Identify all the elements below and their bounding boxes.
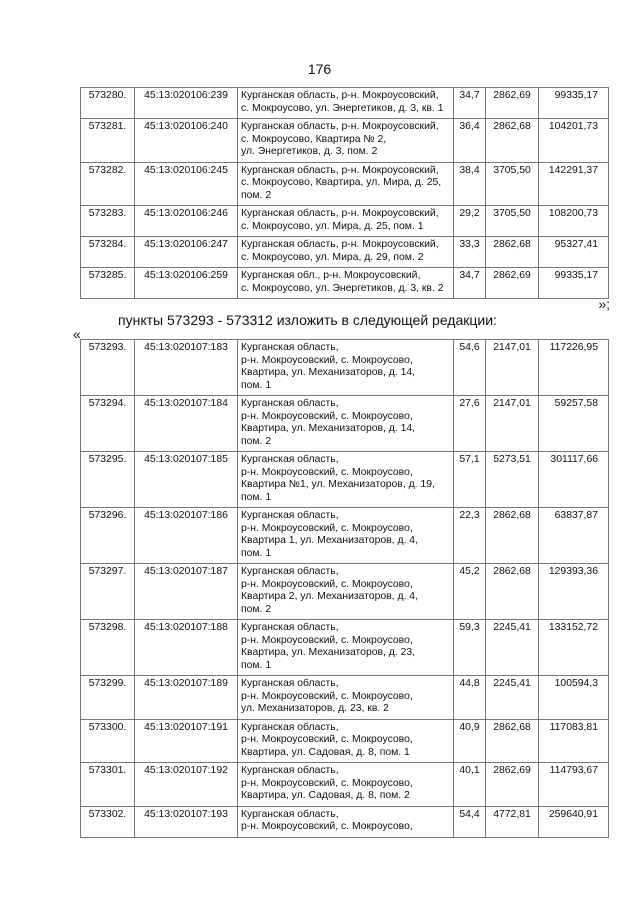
cadastral-value-cell: 259640,91 (539, 806, 609, 837)
table-row (81, 340, 609, 396)
address-cell: Курганская область, р-н. Мокроусовский, с. Мокроусово, Квартира, ул. Мира, д. 25, пом. 2 (238, 162, 454, 206)
area-cell: 54,4 (454, 806, 486, 837)
cadastral-number-cell: 45:13:020106:240 (135, 119, 238, 163)
row-number-cell: 573285. (81, 268, 135, 299)
row-number-cell: 573298. (81, 620, 135, 676)
unit-price-cell: 3705,50 (486, 162, 539, 206)
cadastral-value-cell: 114793,67 (539, 763, 609, 807)
unit-price-cell: 2245,41 (486, 676, 539, 720)
property-table-2 (80, 339, 609, 838)
address-cell: Курганская область, р-н. Мокроусовский, с. Мокроусово, ул. Мира, д. 29, пом. 2 (238, 237, 454, 268)
unit-price-cell: 2147,01 (486, 396, 539, 452)
address-cell: Курганская область, р-н. Мокроусовский, с. Мокроусово, ул. Мира, д. 25, пом. 1 (238, 206, 454, 237)
cadastral-number-cell: 45:13:020106:259 (135, 268, 238, 299)
table-row (81, 719, 609, 763)
address-cell: Курганская область, р-н. Мокроусовский, с. Мокроусово, Квартира, ул. Садовая, д. 8, пом. 2 (238, 763, 454, 807)
cadastral-value-cell: 95327,41 (539, 237, 609, 268)
row-number-cell: 573283. (81, 206, 135, 237)
area-cell: 33,3 (454, 237, 486, 268)
cadastral-value-cell: 59257,58 (539, 396, 609, 452)
area-cell: 22,3 (454, 508, 486, 564)
cadastral-value-cell: 142291,37 (539, 162, 609, 206)
address-cell: Курганская область, р-н. Мокроусовский, с. Мокроусово, Квартира 2, ул. Механизаторов, д. 4, пом. 2 (238, 564, 454, 620)
table-row (81, 206, 609, 237)
cadastral-value-cell: 117083,81 (539, 719, 609, 763)
unit-price-cell: 4772,81 (486, 806, 539, 837)
row-number-cell: 573297. (81, 564, 135, 620)
property-table-1 (80, 87, 609, 299)
address-cell: Курганская область, р-н. Мокроусовский, с. Мокроусово, (238, 806, 454, 837)
cadastral-value-cell: 104201,73 (539, 119, 609, 163)
table-row (81, 88, 609, 119)
cadastral-number-cell: 45:13:020107:183 (135, 340, 238, 396)
row-number-cell: 573300. (81, 719, 135, 763)
address-cell: Курганская область, р-н. Мокроусовский, с. Мокроусово, ул. Механизаторов, д. 23, кв. 2 (238, 676, 454, 720)
closing-quote: »; (598, 296, 610, 312)
address-cell: Курганская область, р-н. Мокроусовский, с. Мокроусово, Квартира, ул. Механизаторов, д. 23, пом. 1 (238, 620, 454, 676)
unit-price-cell: 2862,68 (486, 508, 539, 564)
area-cell: 34,7 (454, 268, 486, 299)
area-cell: 34,7 (454, 88, 486, 119)
page-number: 176 (307, 61, 332, 77)
cadastral-value-cell: 117226,95 (539, 340, 609, 396)
address-cell: Курганская область, р-н. Мокроусовский, с. Мокроусово, Квартира 1, ул. Механизаторов, д. 4, пом. 1 (238, 508, 454, 564)
cadastral-value-cell: 301117,66 (539, 452, 609, 508)
cadastral-number-cell: 45:13:020107:191 (135, 719, 238, 763)
table-row (81, 268, 609, 299)
table-row (81, 162, 609, 206)
table-row (81, 119, 609, 163)
table-row (81, 620, 609, 676)
row-number-cell: 573295. (81, 452, 135, 508)
table-row (81, 237, 609, 268)
area-cell: 40,9 (454, 719, 486, 763)
cadastral-number-cell: 45:13:020107:184 (135, 396, 238, 452)
address-cell: Курганская область, р-н. Мокроусовский, с. Мокроусово, Квартира, ул. Садовая, д. 8, пом. 1 (238, 719, 454, 763)
area-cell: 59,3 (454, 620, 486, 676)
cadastral-value-cell: 100594,3 (539, 676, 609, 720)
row-number-cell: 573293. (81, 340, 135, 396)
row-number-cell: 573284. (81, 237, 135, 268)
area-cell: 44,8 (454, 676, 486, 720)
area-cell: 40,1 (454, 763, 486, 807)
opening-quote: « (73, 326, 81, 342)
cadastral-number-cell: 45:13:020106:239 (135, 88, 238, 119)
cadastral-number-cell: 45:13:020107:189 (135, 676, 238, 720)
cadastral-number-cell: 45:13:020107:193 (135, 806, 238, 837)
unit-price-cell: 2147,01 (486, 340, 539, 396)
cadastral-number-cell: 45:13:020107:188 (135, 620, 238, 676)
address-cell: Курганская область, р-н. Мокроусовский, с. Мокроусово, Квартира №1, ул. Механизаторов, д. 19, пом. 1 (238, 452, 454, 508)
unit-price-cell: 2862,69 (486, 88, 539, 119)
unit-price-cell: 2862,68 (486, 719, 539, 763)
unit-price-cell: 2245,41 (486, 620, 539, 676)
table-row (81, 396, 609, 452)
cadastral-value-cell: 129393,36 (539, 564, 609, 620)
table-row (81, 676, 609, 720)
area-cell: 45,2 (454, 564, 486, 620)
row-number-cell: 573296. (81, 508, 135, 564)
area-cell: 36,4 (454, 119, 486, 163)
table-row (81, 763, 609, 807)
row-number-cell: 573294. (81, 396, 135, 452)
area-cell: 27,6 (454, 396, 486, 452)
cadastral-value-cell: 63837,87 (539, 508, 609, 564)
cadastral-value-cell: 133152,72 (539, 620, 609, 676)
cadastral-number-cell: 45:13:020106:245 (135, 162, 238, 206)
row-number-cell: 573302. (81, 806, 135, 837)
area-cell: 38,4 (454, 162, 486, 206)
unit-price-cell: 3705,50 (486, 206, 539, 237)
amendment-instruction: пункты 573293 - 573312 изложить в следующей редакции: (118, 312, 497, 328)
unit-price-cell: 2862,69 (486, 763, 539, 807)
table-row (81, 564, 609, 620)
cadastral-number-cell: 45:13:020106:246 (135, 206, 238, 237)
table-row (81, 508, 609, 564)
cadastral-number-cell: 45:13:020107:185 (135, 452, 238, 508)
address-cell: Курганская область, р-н. Мокроусовский, с. Мокроусово, ул. Энергетиков, д. 3, кв. 1 (238, 88, 454, 119)
address-cell: Курганская область, р-н. Мокроусовский, с. Мокроусово, Квартира, ул. Механизаторов, д. 14, пом. 2 (238, 396, 454, 452)
cadastral-number-cell: 45:13:020107:187 (135, 564, 238, 620)
cadastral-value-cell: 108200,73 (539, 206, 609, 237)
row-number-cell: 573282. (81, 162, 135, 206)
row-number-cell: 573299. (81, 676, 135, 720)
address-cell: Курганская область, р-н. Мокроусовский, с. Мокроусово, Квартира, ул. Механизаторов, д. 14, пом. 1 (238, 340, 454, 396)
area-cell: 29,2 (454, 206, 486, 237)
unit-price-cell: 2862,69 (486, 268, 539, 299)
table-row (81, 452, 609, 508)
row-number-cell: 573281. (81, 119, 135, 163)
cadastral-value-cell: 99335,17 (539, 88, 609, 119)
row-number-cell: 573301. (81, 763, 135, 807)
table-row (81, 806, 609, 837)
cadastral-number-cell: 45:13:020107:192 (135, 763, 238, 807)
unit-price-cell: 5273,51 (486, 452, 539, 508)
unit-price-cell: 2862,68 (486, 564, 539, 620)
address-cell: Курганская область, р-н. Мокроусовский, с. Мокроусово, Квартира № 2, ул. Энергетиков, д. 3, пом. 2 (238, 119, 454, 163)
cadastral-number-cell: 45:13:020107:186 (135, 508, 238, 564)
address-cell: Курганская обл., р-н. Мокроусовский, с. Мокроусово, ул. Энергетиков, д. 3, кв. 2 (238, 268, 454, 299)
area-cell: 57,1 (454, 452, 486, 508)
area-cell: 54,6 (454, 340, 486, 396)
cadastral-value-cell: 99335,17 (539, 268, 609, 299)
unit-price-cell: 2862,68 (486, 237, 539, 268)
row-number-cell: 573280. (81, 88, 135, 119)
cadastral-number-cell: 45:13:020106:247 (135, 237, 238, 268)
unit-price-cell: 2862,68 (486, 119, 539, 163)
